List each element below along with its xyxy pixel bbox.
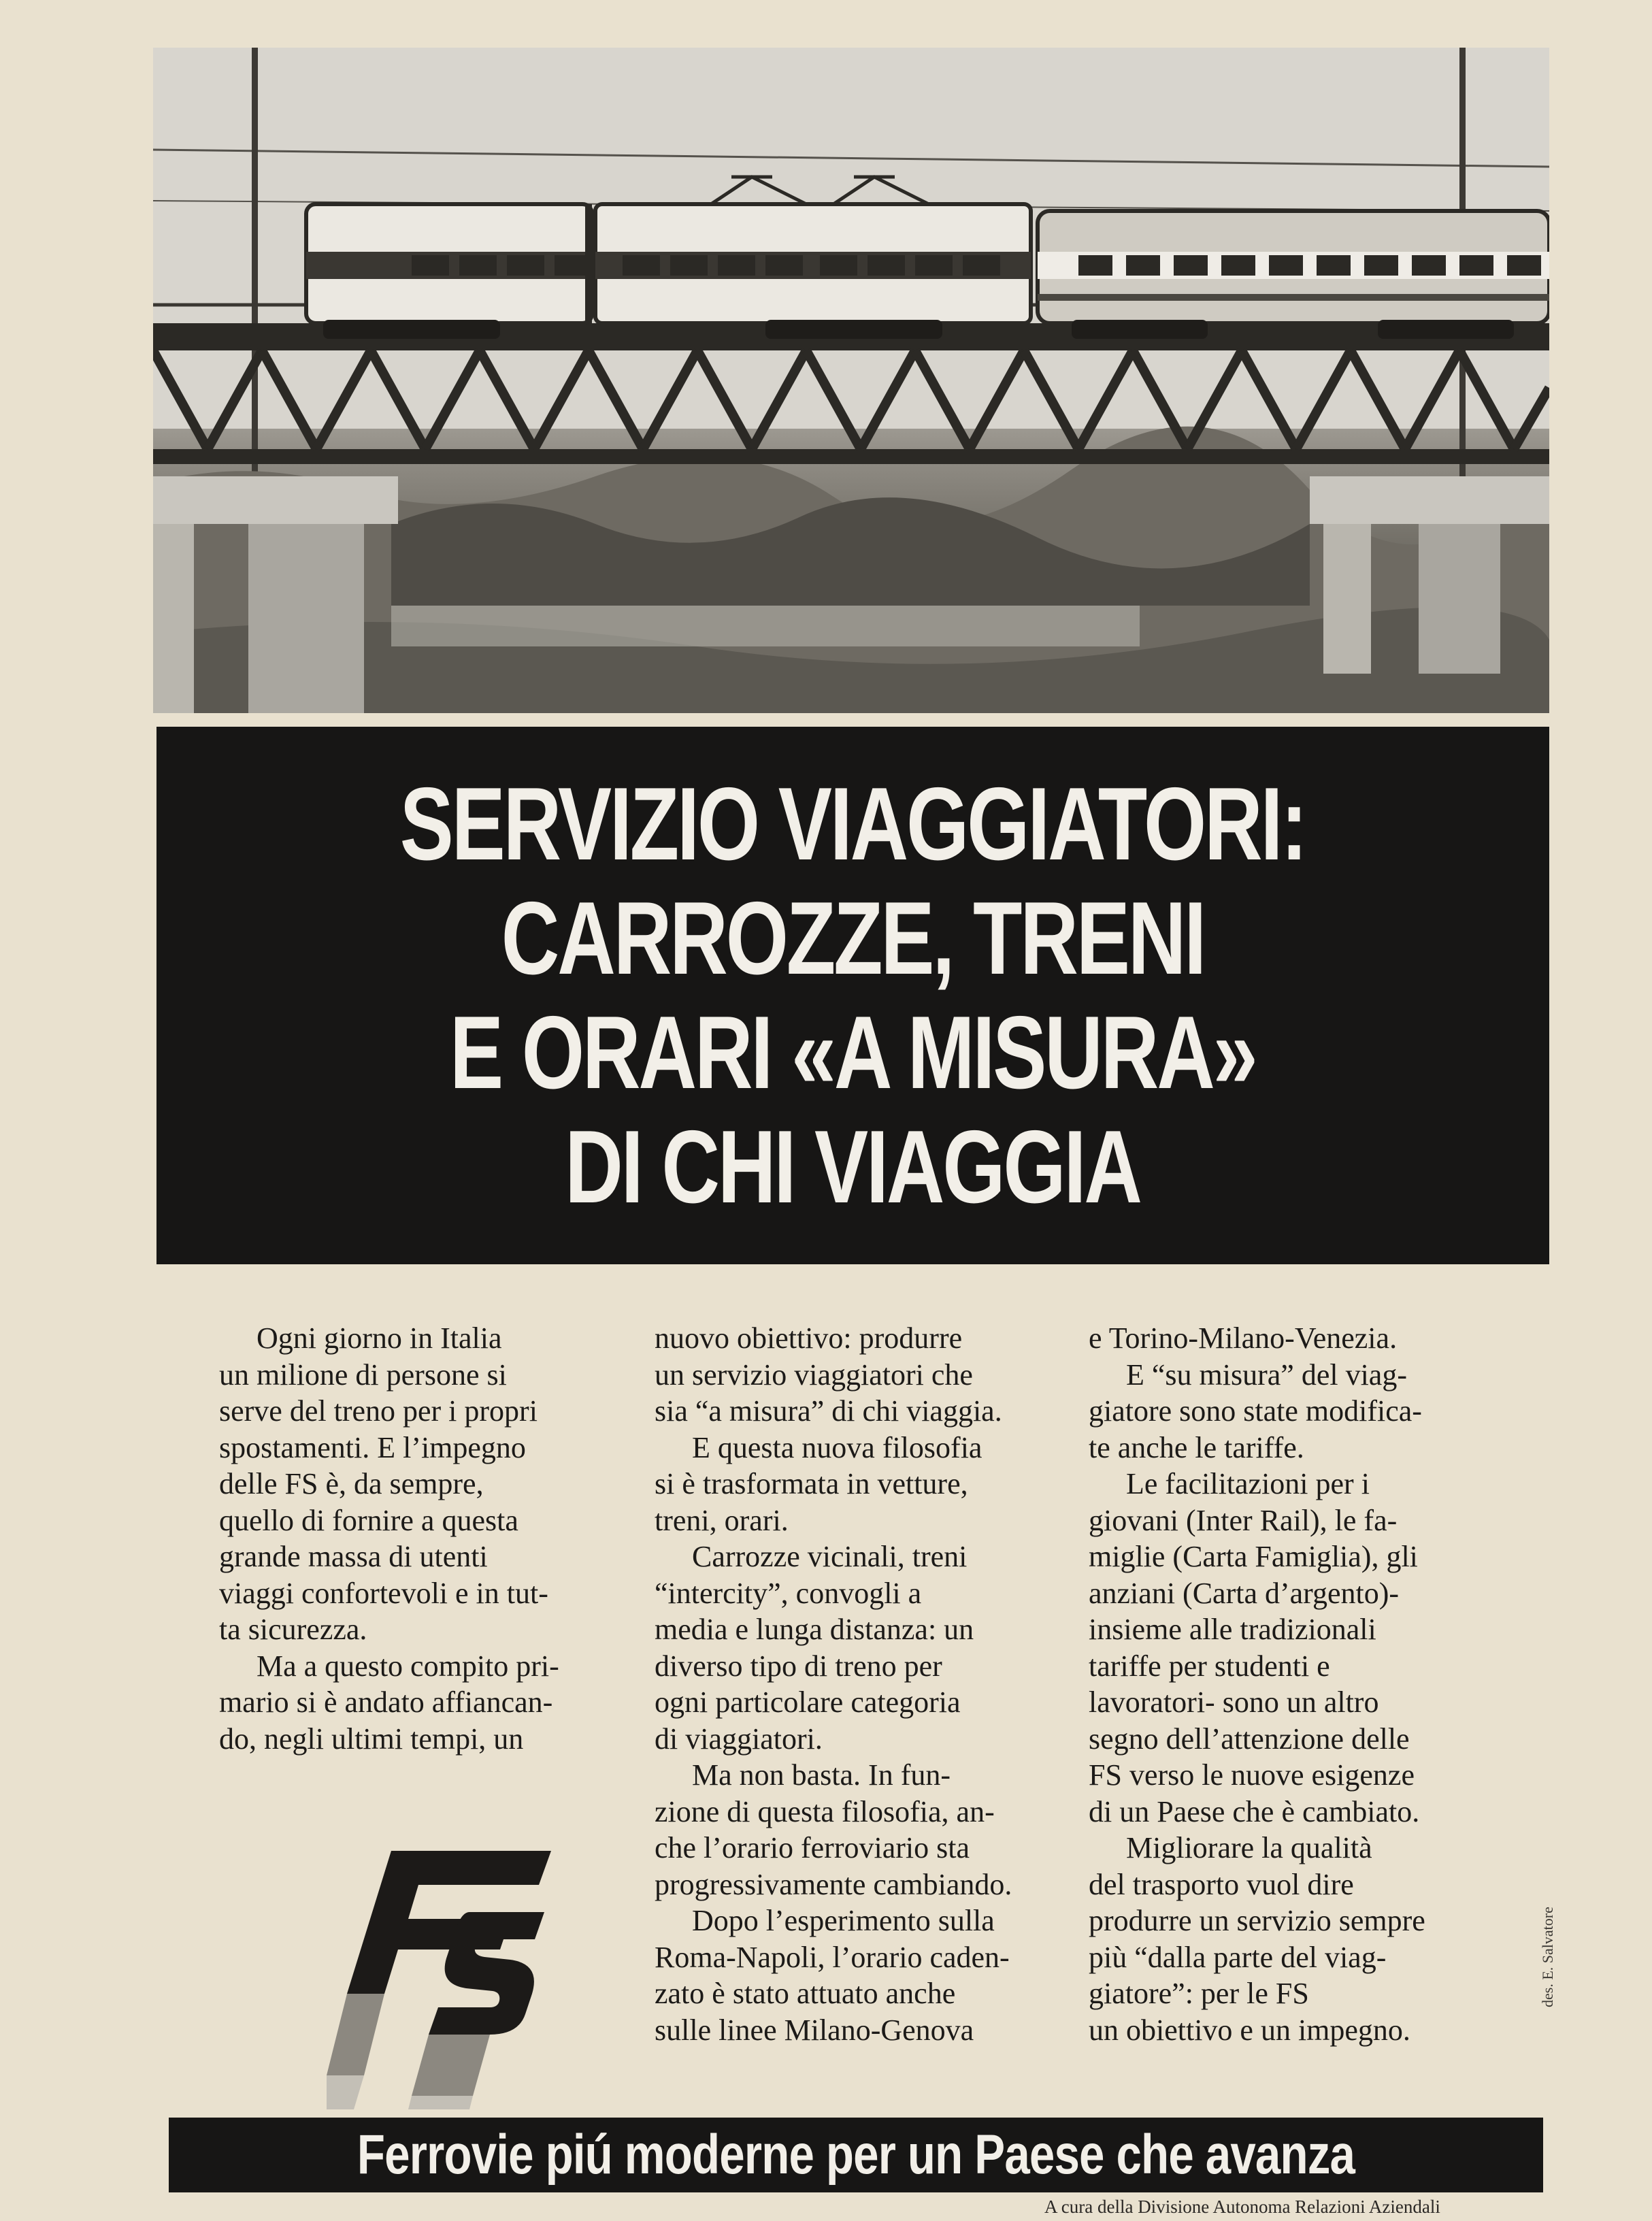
body-column-3: e Torino-Milano-Venezia. E “su misura” del viag- giatore sono state modifica- te anche le tariffe. Le facilitazioni per i giovani (Inter Rail), le fa- miglie (Carta Famiglia), gli anziani (Carta d’argento)- insieme alle tradizionali tariffe per studenti e lavoratori- sono un altro segno dell’attenzione delle FS verso le nuove esigenze di un Paese che è cambiato. Migliorare la qualità del trasporto vuol dire produrre un servizio sempre più “dalla parte del viag- giatore”: per le FS un obiettivo e un impegno. [1089,1321,1425,2047]
body-column-1: Ogni giorno in Italia un milione di persone si serve del treno per i propri spostamenti. E l’impegno delle FS è, da sempre, quello di fornire a questa grande massa di utenti viaggi confortevoli e in tut- ta sicurezza. Ma a questo compito pri- mario si è andato affiancan- do, negli ultimi tempi, un [219,1321,559,1756]
fs-logo-mark [327,1830,551,2109]
footer-credit: A cura della Divisione Autonoma Relazioni Aziendali [1044,2197,1440,2217]
train-bridge-photo [153,48,1549,713]
headline-line-4: DI CHI VIAGGIA [565,1109,1141,1225]
slogan: Ferrovie piú moderne per un Paese che avanza [357,2124,1355,2186]
designer-credit: des. E. Salvatore [1539,1907,1556,2007]
body-column-2: nuovo obiettivo: produrre un servizio viaggiatori che sia “a misura” di chi viaggia. E questa nuova filosofia si è trasformata in vetture, treni, orari. Carrozze vicinali, treni “intercity”, convogli a media e lunga distanza: un diverso tipo di treno per ogni particolare categoria di viaggiatori. Ma non basta. In fun- zione di questa filosofia, an- che l’orario ferroviario sta progressivamente cambiando. Dopo l’esperimento sulla Roma-Napoli, l’orario caden- zato è stato attuato anche sulle linee Milano-Genova [655,1321,1012,2047]
headline-line-1: SERVIZIO VIAGGIATORI: [399,766,1306,882]
headline-line-2: CARROZZE, TRENI [501,881,1205,996]
headline-box [156,727,1549,1264]
slogan-bar [169,2118,1543,2192]
headline-line-3: E ORARI «A MISURA» [450,995,1256,1110]
train-bridge-illustration [153,48,1549,713]
fs-logo [327,1830,551,2109]
